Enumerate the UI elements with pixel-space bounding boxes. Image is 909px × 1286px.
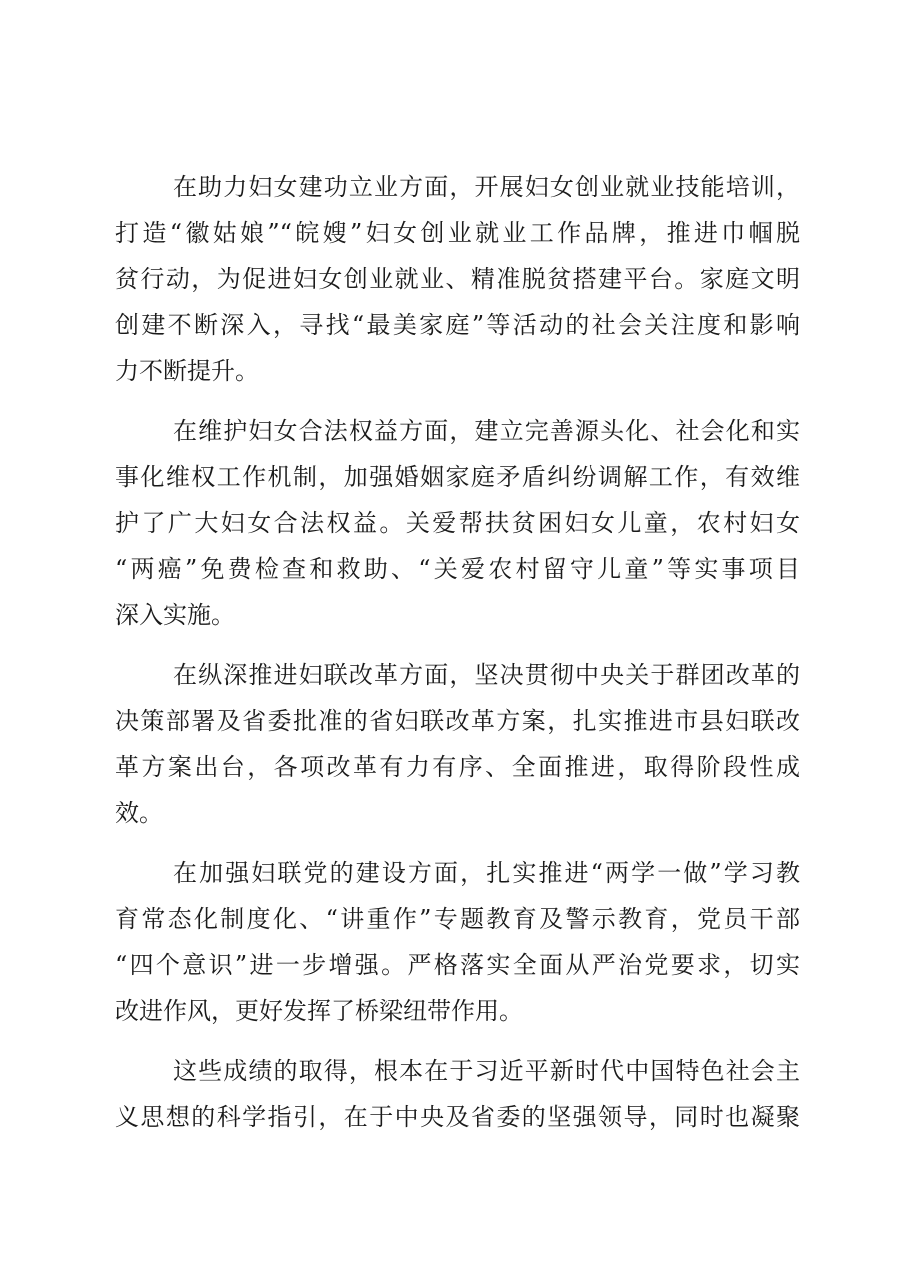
paragraph-line: 在纵深推进妇联改革方面，坚决贯彻中央关于群团改革的 bbox=[173, 661, 800, 689]
paragraph-line: 在加强妇联党的建设方面，扎实推进“两学一做”学习教 bbox=[173, 859, 800, 887]
paragraph bbox=[115, 1048, 800, 1140]
paragraph-line: 决策部署及省委批准的省妇联改革方案，扎实推进市县妇联改 bbox=[115, 707, 800, 735]
paragraph-line: 打造“徽姑娘”“皖嫂”妇女创业就业工作品牌，推进巾帼脱 bbox=[115, 219, 800, 247]
paragraph-line: 深入实施。 bbox=[115, 601, 235, 629]
paragraph-line: 事化维权工作机制，加强婚姻家庭矛盾纠纷调解工作，有效维 bbox=[115, 463, 800, 491]
paragraph-line: 创建不断深入，寻找“最美家庭”等活动的社会关注度和影响 bbox=[115, 311, 800, 339]
paragraph-line: 革方案出台，各项改革有力有序、全面推进，取得阶段性成 bbox=[115, 753, 800, 781]
paragraph-line: “四个意识”进一步增强。严格落实全面从严治党要求，切实 bbox=[115, 951, 800, 979]
paragraph-line: “两癌”免费检查和救助、“关爱农村留守儿童”等实事项目 bbox=[115, 555, 800, 583]
paragraph bbox=[115, 164, 800, 394]
paragraph-line: 效。 bbox=[115, 799, 163, 827]
paragraph bbox=[115, 850, 800, 1034]
paragraph-line: 育常态化制度化、“讲重作”专题教育及警示教育，党员干部 bbox=[115, 905, 800, 933]
document-body bbox=[115, 164, 800, 1140]
paragraph bbox=[115, 652, 800, 836]
paragraph bbox=[115, 408, 800, 638]
paragraph-line: 义思想的科学指引，在于中央及省委的坚强领导，同时也凝聚 bbox=[115, 1103, 800, 1131]
paragraph-line: 改进作风，更好发挥了桥梁纽带作用。 bbox=[115, 997, 523, 1025]
paragraph-line: 在助力妇女建功立业方面，开展妇女创业就业技能培训， bbox=[173, 173, 800, 201]
paragraph-line: 这些成绩的取得，根本在于习近平新时代中国特色社会主 bbox=[173, 1057, 800, 1085]
paragraph-line: 护了广大妇女合法权益。关爱帮扶贫困妇女儿童，农村妇女 bbox=[115, 509, 800, 537]
paragraph-line: 在维护妇女合法权益方面，建立完善源头化、社会化和实 bbox=[173, 417, 800, 445]
paragraph-line: 贫行动，为促进妇女创业就业、精准脱贫搭建平台。家庭文明 bbox=[115, 265, 800, 293]
paragraph-line: 力不断提升。 bbox=[115, 357, 259, 385]
